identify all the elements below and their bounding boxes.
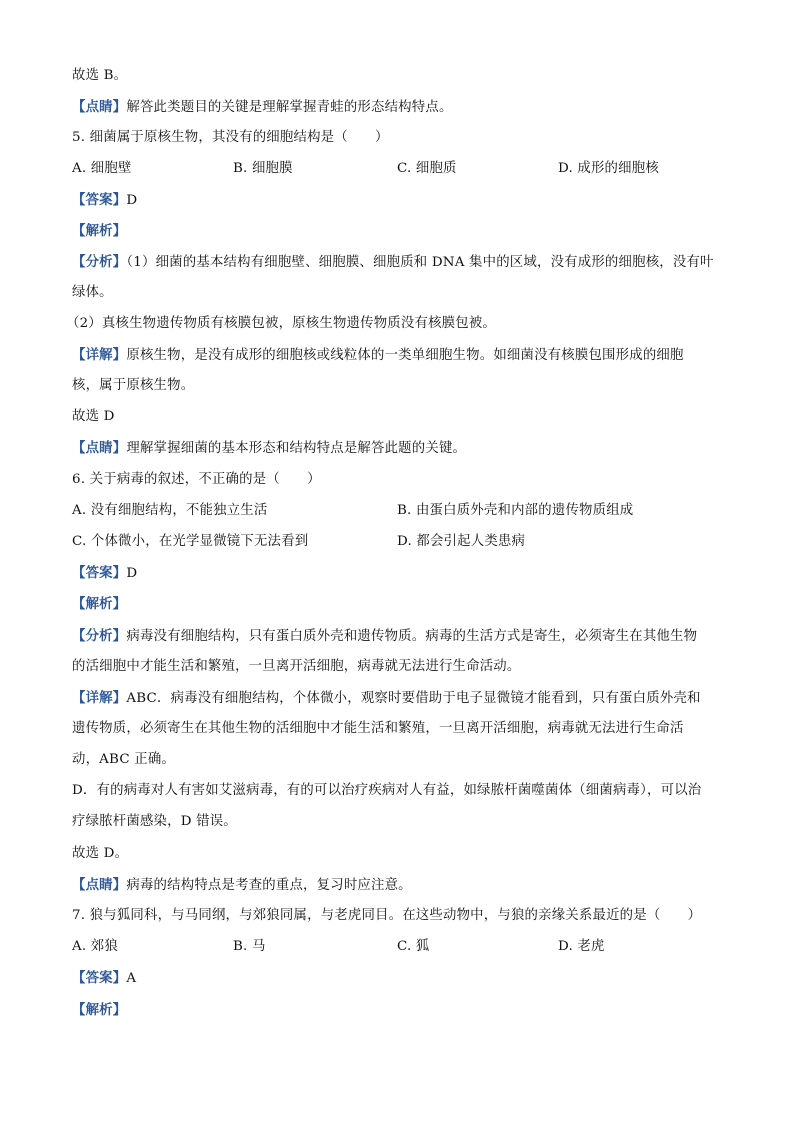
q5-stem: 5. 细菌属于原核生物，其没有的细胞结构是（ ）: [72, 130, 389, 145]
answer-value: D: [126, 566, 138, 581]
q7-stem: 7. 狼与狐同科，与马同纲，与郊狼同属，与老虎同目。在这些动物中，与狼的亲缘关系最近的是（ ）: [72, 908, 702, 923]
q6-choose: 故选 D。: [72, 846, 129, 861]
comment-tag: 【点睛】: [72, 99, 127, 115]
q6-detail-5: 疗绿脓杆菌感染，D 错误。: [72, 814, 237, 829]
q6-fenxi-1: [72, 626, 697, 647]
answer-value: D: [126, 193, 138, 208]
comment-text: 理解掌握细菌的基本形态和结构特点是解答此题的关键。: [126, 441, 467, 456]
q6-options-row2: [72, 532, 722, 552]
q5-fenxi-3: （2）真核生物遗传物质有核膜包被，原核生物遗传物质没有核膜包被。: [66, 316, 497, 331]
q7-options: [72, 937, 722, 957]
q5-option-b: B. 细胞膜: [233, 161, 293, 176]
q6-stem: 6. 关于病毒的叙述，不正确的是（ ）: [72, 472, 321, 487]
q5-analysis: [72, 221, 126, 242]
detail-tag: 【详解】: [72, 347, 127, 363]
detail-tag: 【详解】: [72, 690, 127, 706]
q6-detail-2: 遗传物质，必须寄生在其他生物的活细胞中才能生活和繁殖，一旦离开活细胞，病毒就无法进行生命活: [72, 721, 684, 736]
q6-option-d: D. 都会引起人类患病: [397, 534, 526, 549]
detail-text: ABC．病毒没有细胞结构，个体微小，观察时要借助于电子显微镜才能看到，只有蛋白质外壳和: [126, 691, 701, 706]
q7-option-b: B. 马: [233, 939, 266, 954]
prev-comment: [72, 97, 453, 118]
q7-option-a: A. 郊狼: [72, 939, 118, 954]
q5-option-a: A. 细胞壁: [72, 161, 132, 176]
q6-analysis: [72, 594, 126, 615]
q5-comment: [72, 438, 466, 459]
q5-detail-2: 核，属于原核生物。: [72, 378, 195, 393]
q6-option-b: B. 由蛋白质外壳和内部的遗传物质组成: [397, 503, 634, 518]
comment-text: 解答此类题目的关键是理解掌握青蛙的形态结构特点。: [126, 100, 453, 115]
q7-option-c: C. 狐: [397, 939, 430, 954]
q6-comment: [72, 875, 412, 896]
comment-tag: 【点睛】: [72, 877, 127, 893]
q5-choose: 故选 D: [72, 409, 115, 424]
fenxi-text: 病毒没有细胞结构，只有蛋白质外壳和遗传物质。病毒的生活方式是寄生，必须寄生在其他生物: [126, 629, 698, 644]
q6-options-row1: [72, 501, 722, 521]
answer-tag: 【答案】: [72, 192, 127, 208]
q6-option-c: C. 个体微小，在光学显微镜下无法看到: [72, 534, 309, 549]
q5-option-d: D. 成形的细胞核: [558, 161, 659, 176]
q7-analysis: [72, 1000, 126, 1021]
q6-fenxi-2: 的活细胞中才能生活和繁殖，一旦离开活细胞，病毒就无法进行生命活动。: [72, 659, 521, 674]
analysis-tag: 【解析】: [72, 596, 127, 612]
q6-detail-4: D．有的病毒对人有害如艾滋病毒，有的可以治疗疾病对人有益，如绿脓杆菌噬菌体（细菌病毒），可以治: [72, 783, 702, 798]
analysis-tag: 【解析】: [72, 1002, 127, 1018]
answer-tag: 【答案】: [72, 565, 127, 581]
prev-choose: 故选 B。: [72, 68, 128, 83]
q5-answer: [72, 190, 137, 211]
q6-detail-1: [72, 688, 701, 709]
comment-tag: 【点睛】: [72, 440, 127, 456]
answer-tag: 【答案】: [72, 970, 127, 986]
fenxi-text: （1）细菌的基本结构有细胞壁、细胞膜、细胞质和 DNA 集中的区域，没有成形的细胞核，没有叶: [126, 255, 714, 270]
q7-option-d: D. 老虎: [558, 939, 605, 954]
q6-option-a: A. 没有细胞结构，不能独立生活: [72, 503, 268, 518]
detail-text: 原核生物，是没有成形的细胞核或线粒体的一类单细胞生物。如细菌没有核膜包围形成的细胞: [126, 348, 684, 363]
q5-fenxi-1: [72, 252, 714, 273]
q6-detail-3: 动，ABC 正确。: [72, 752, 176, 767]
q5-options: [72, 159, 722, 179]
q5-fenxi-2: 绿体。: [72, 285, 113, 300]
analysis-tag: 【解析】: [72, 223, 127, 239]
fenxi-tag: 【分析】: [72, 254, 127, 270]
q5-option-c: C. 细胞质: [397, 161, 457, 176]
q6-answer: [72, 563, 137, 584]
q5-detail-1: [72, 345, 684, 366]
comment-text: 病毒的结构特点是考查的重点，复习时应注意。: [126, 878, 412, 893]
fenxi-tag: 【分析】: [72, 628, 127, 644]
q7-answer: [72, 968, 136, 989]
answer-value: A: [126, 971, 137, 986]
